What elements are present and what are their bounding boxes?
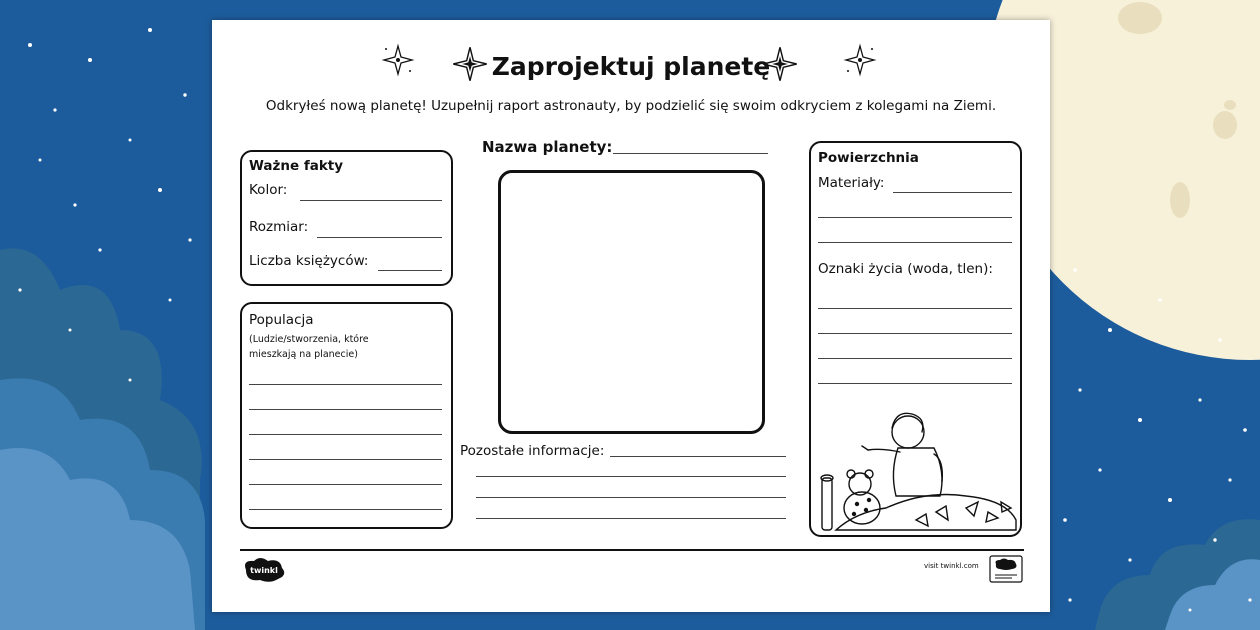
life-signs-line[interactable] — [818, 333, 1012, 334]
footer-divider — [240, 549, 1024, 551]
facts-heading: Ważne fakty — [249, 158, 344, 174]
twinkl-badge-icon — [988, 554, 1024, 584]
worksheet-intro: Odkryłeś nową planetę! Uzupełnij raport astronauty, by podzielić się swoim odkryciem z kolegami na Ziemi. — [265, 98, 997, 114]
planet-name-label: Nazwa planety: — [482, 138, 613, 156]
surface-heading: Powierzchnia — [818, 150, 919, 166]
population-line[interactable] — [249, 384, 442, 385]
other-info-label: Pozostałe informacje: — [460, 443, 605, 459]
moons-label: Liczba księżyców: — [249, 253, 369, 269]
footer-url[interactable]: visit twinkl.com — [924, 562, 979, 570]
materials-label: Materiały: — [818, 175, 885, 191]
life-signs-label: Oznaki życia (woda, tlen): — [818, 261, 993, 277]
worksheet-page — [212, 20, 1050, 612]
life-signs-line[interactable] — [818, 358, 1012, 359]
population-line[interactable] — [249, 459, 442, 460]
other-info-line[interactable] — [476, 518, 786, 519]
child-with-teddy-illustration — [816, 392, 1018, 532]
twinkl-logo — [240, 557, 288, 583]
moons-answer-line[interactable] — [378, 270, 442, 271]
life-signs-line[interactable] — [818, 383, 1012, 384]
materials-line[interactable] — [893, 192, 1012, 193]
population-line[interactable] — [249, 509, 442, 510]
materials-line[interactable] — [818, 217, 1012, 218]
color-answer-line[interactable] — [300, 200, 442, 201]
color-label: Kolor: — [249, 182, 288, 198]
population-heading: Populacja — [249, 312, 314, 328]
twinkl-logo-text: twinkl — [250, 566, 278, 575]
size-label: Rozmiar: — [249, 219, 309, 235]
life-signs-line[interactable] — [818, 308, 1012, 309]
population-note: (Ludzie/stworzenia, które mieszkają na planecie) — [249, 334, 369, 360]
population-line[interactable] — [249, 484, 442, 485]
other-info-line[interactable] — [610, 456, 786, 457]
other-info-line[interactable] — [476, 497, 786, 498]
worksheet-title: Zaprojektuj planetę — [491, 52, 771, 81]
planet-drawing-box[interactable] — [498, 170, 765, 434]
planet-name-answer-line[interactable] — [613, 153, 768, 154]
population-line[interactable] — [249, 409, 442, 410]
population-line[interactable] — [249, 434, 442, 435]
size-answer-line[interactable] — [317, 237, 442, 238]
other-info-line[interactable] — [476, 476, 786, 477]
materials-line[interactable] — [818, 242, 1012, 243]
